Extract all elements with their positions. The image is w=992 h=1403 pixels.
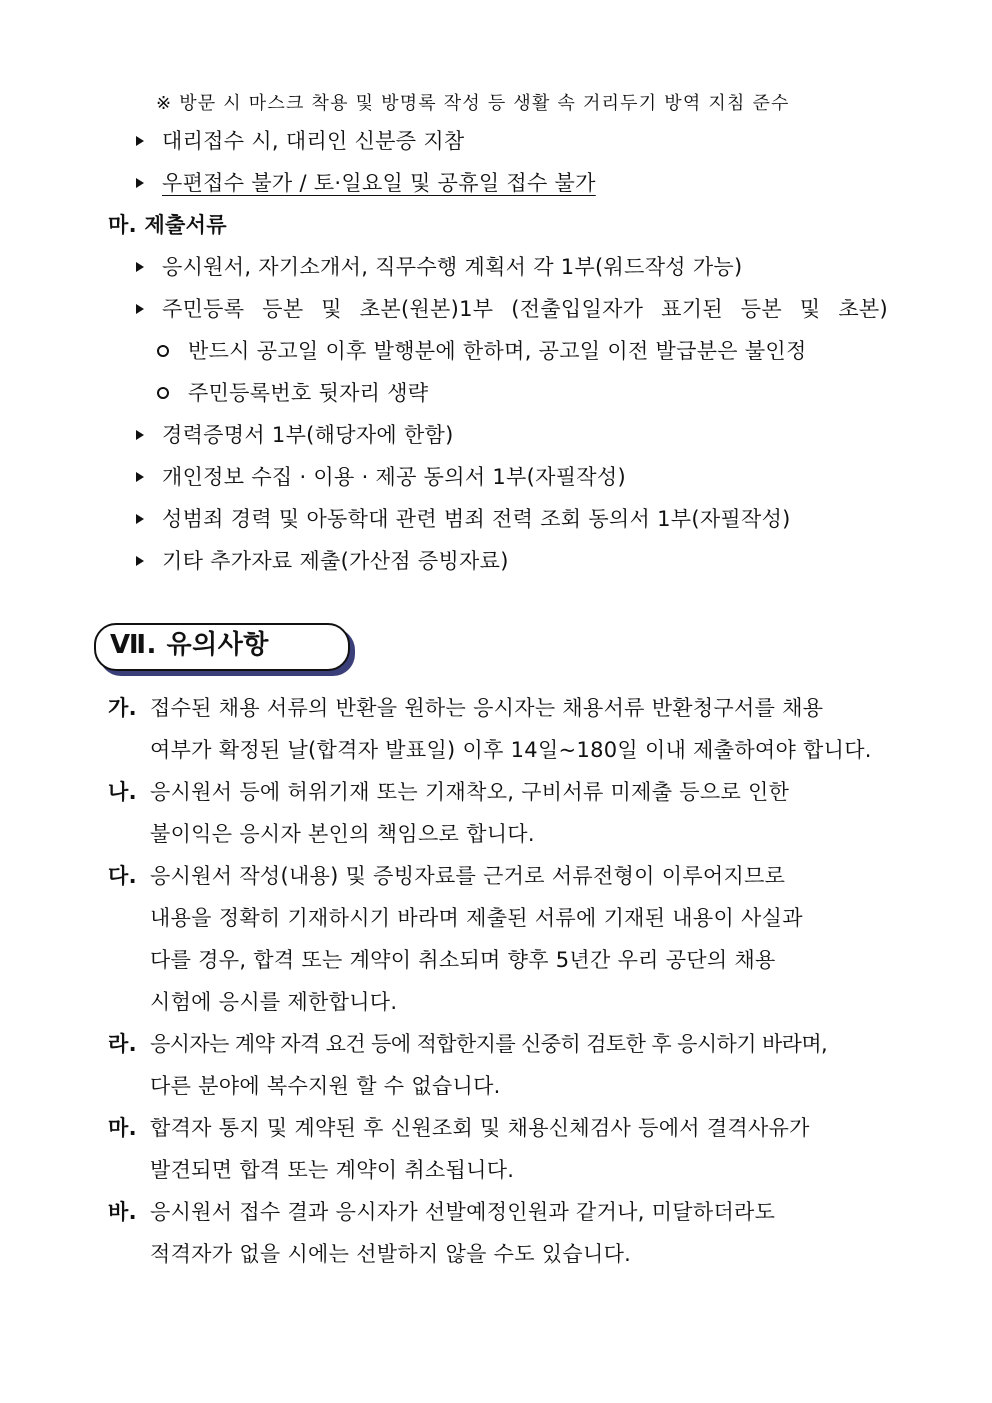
item-text: 합격자 통지 및 계약된 후 신원조회 및 채용신체검사 등에서 결격사유가 — [150, 1116, 810, 1140]
item-label: 마. — [108, 1116, 137, 1140]
item-label: 라. — [108, 1032, 137, 1056]
item-text: 불이익은 응시자 본인의 책임으로 합니다. — [150, 822, 535, 846]
item-text: 여부가 확정된 날(합격자 발표일) 이후 14일~180일 이내 제출하여야 합니다. — [150, 738, 872, 762]
item-text: 다른 분야에 복수지원 할 수 없습니다. — [150, 1074, 501, 1098]
item-label: 가. — [108, 696, 137, 720]
document-sub-item: 반드시 공고일 이후 발행분에 한하며, 공고일 이전 발급분은 불인정 — [188, 339, 807, 363]
item-text: 접수된 채용 서류의 반환을 원하는 응시자는 채용서류 반환청구서를 채용 — [150, 696, 824, 720]
document-item: 응시원서, 자기소개서, 직무수행 계획서 각 1부(워드작성 가능) — [162, 255, 743, 279]
item-label: 바. — [108, 1200, 137, 1224]
bullet-triangle-icon — [136, 304, 144, 314]
documents-heading: 마. 제출서류 — [108, 213, 227, 237]
bullet-triangle-icon — [136, 514, 144, 524]
circle-bullet-icon — [157, 387, 169, 399]
item-text: 응시원서 작성(내용) 및 증빙자료를 근거로 서류전형이 이루어지므로 — [150, 864, 786, 888]
item-text: 응시원서 접수 결과 응시자가 선발예정인원과 같거나, 미달하더라도 — [150, 1200, 776, 1224]
item-text: 응시원서 등에 허위기재 또는 기재착오, 구비서류 미제출 등으로 인한 — [150, 780, 790, 804]
section-title: Ⅶ. 유의사항 — [110, 630, 269, 660]
bullet-triangle-icon — [136, 178, 144, 188]
document-item: 주민등록 등본 및 초본(원본)1부 (전출입일자가 표기된 등본 및 초본) — [162, 297, 888, 321]
document-item: 성범죄 경력 및 아동학대 관련 범죄 전력 조회 동의서 1부(자필작성) — [162, 507, 791, 531]
item-text: 다를 경우, 합격 또는 계약이 취소되며 향후 5년간 우리 공단의 채용 — [150, 948, 776, 972]
bullet-triangle-icon — [136, 472, 144, 482]
item-text: 내용을 정확히 기재하시기 바라며 제출된 서류에 기재된 내용이 사실과 — [150, 906, 803, 930]
item-text: 응시자는 계약 자격 요건 등에 적합한지를 신중히 검토한 후 응시하기 바라며, — [150, 1032, 828, 1056]
item-text: 발견되면 합격 또는 계약이 취소됩니다. — [150, 1158, 515, 1182]
item-text: 적격자가 없을 시에는 선발하지 않을 수도 있습니다. — [150, 1242, 632, 1266]
bullet-triangle-icon — [136, 136, 144, 146]
bullet-triangle-icon — [136, 430, 144, 440]
bullet-triangle-icon — [136, 556, 144, 566]
item-text: 시험에 응시를 제한합니다. — [150, 990, 398, 1014]
document-sub-item: 주민등록번호 뒷자리 생략 — [188, 381, 429, 405]
no-mail-reception-item: 우편접수 불가 / 토·일요일 및 공휴일 접수 불가 — [162, 171, 596, 195]
document-item: 개인정보 수집 · 이용 · 제공 동의서 1부(자필작성) — [162, 465, 626, 489]
bullet-triangle-icon — [136, 262, 144, 272]
proxy-reception-item: 대리접수 시, 대리인 신분증 지참 — [162, 129, 465, 153]
document-item: 기타 추가자료 제출(가산점 증빙자료) — [162, 549, 509, 573]
circle-bullet-icon — [157, 345, 169, 357]
item-label: 나. — [108, 780, 137, 804]
document-item: 경력증명서 1부(해당자에 한함) — [162, 423, 454, 447]
item-label: 다. — [108, 864, 137, 888]
distancing-note: ※ 방문 시 마스크 착용 및 방명록 작성 등 생활 속 거리두기 방역 지침 준수 — [156, 93, 790, 114]
